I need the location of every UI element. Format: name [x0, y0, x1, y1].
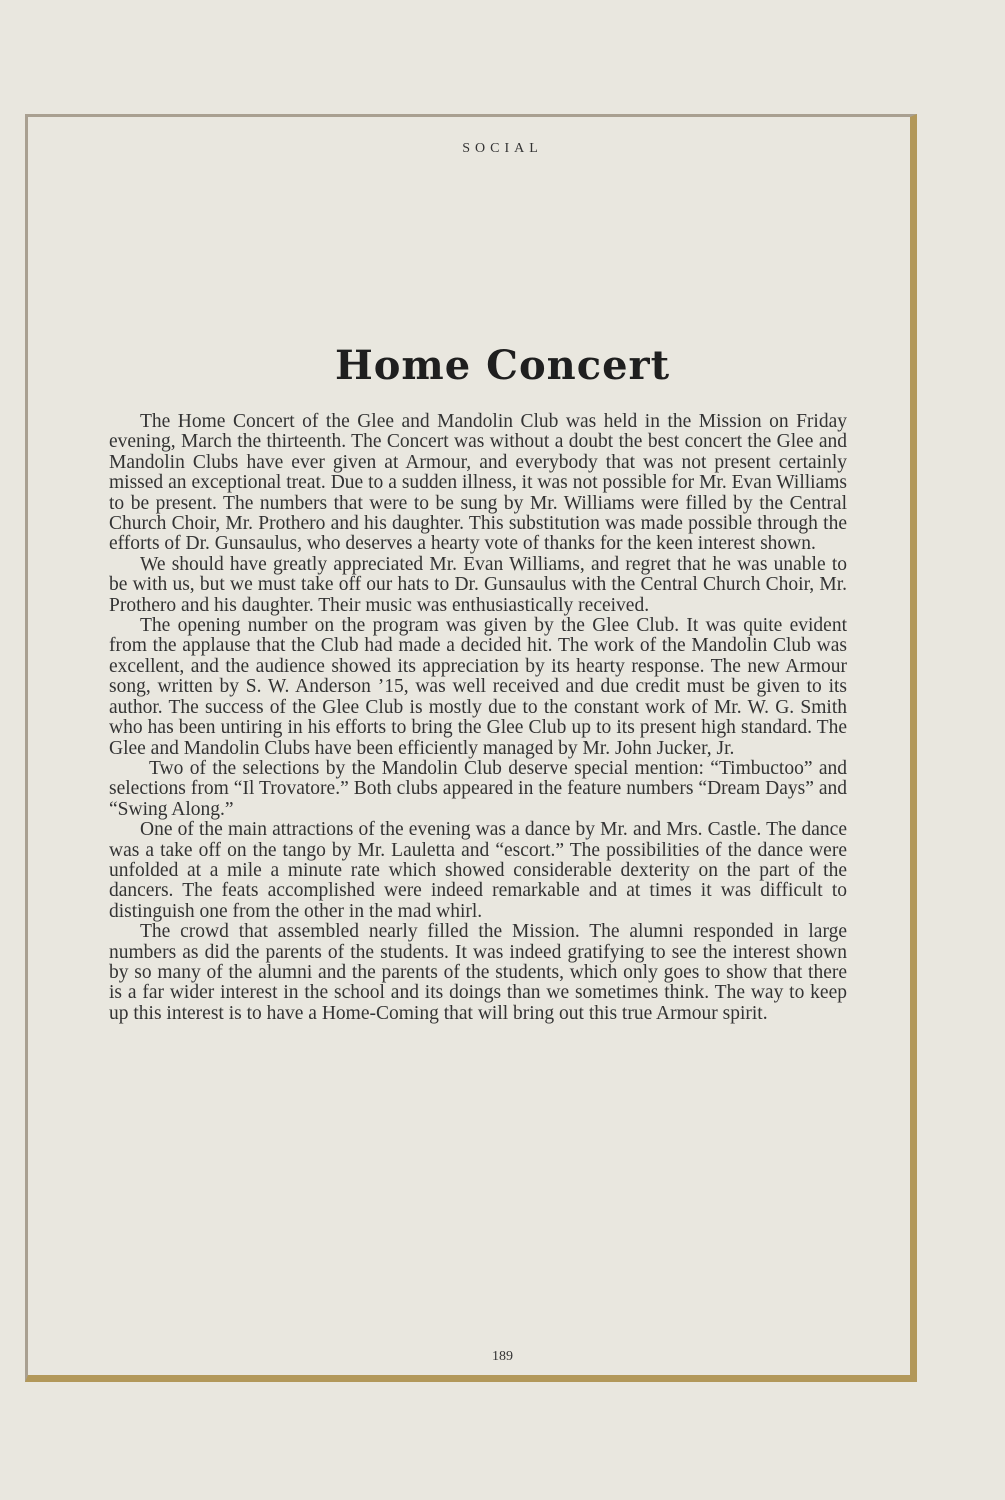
- article-title: Home Concert: [334, 342, 671, 389]
- section-heading: SOCIAL: [462, 141, 543, 156]
- paragraph: The crowd that assembled nearly filled the Mission. The alumni responded in large numbers as did the parents of the students. It was indeed gratifying to see the interest shown by so many of the alumni and the parents of the students, which only goes to show that there is a far wider interest in the school and its doings than we sometimes think. The way to keep up this interest is to have a Home-Coming that will bring out this true Armour spirit.: [109, 921, 847, 1024]
- article-body: [109, 412, 847, 1024]
- paragraph: Two of the selections by the Mandolin Club deserve special mention: “Timbuctoo” and selections from “Il Trovatore.” Both clubs appeared in the feature numbers “Dream Days” and “Swing Along.”: [109, 757, 847, 820]
- paragraph: One of the main attractions of the evening was a dance by Mr. and Mrs. Castle. The dance was a take off on the tango by Mr. Lauletta and “escort.” The possibilities of the dance were unfolded at a mile a minute rate which showed considerable dexterity on the part of the dancers. The feats accomplished were indeed remarkable and at times it was difficult to distinguish one from the other in the mad whirl.: [109, 819, 847, 922]
- paragraph: We should have greatly appreciated Mr. Evan Williams, and regret that he was unable to be with us, but we must take off our hats to Dr. Gunsaulus with the Central Church Choir, Mr. Prothero and his daughter. Their music was enthusiastically received.: [109, 553, 847, 616]
- paragraph: The Home Concert of the Glee and Mandolin Club was held in the Mission on Friday evening, March the thirteenth. The Concert was without a doubt the best concert the Glee and Mandolin Clubs have ever given at Armour, and everybody that was not present certainly missed an exceptional treat. Due to a sudden illness, it was not possible for Mr. Evan Williams to be present. The numbers that were to be sung by Mr. Williams were filled by the Central Church Choir, Mr. Prothero and his daughter. This substitution was made possible through the efforts of Dr. Gunsaulus, who deserves a hearty vote of thanks for the keen interest shown.: [109, 411, 847, 555]
- paragraph: The opening number on the program was given by the Glee Club. It was quite evident from the applause that the Club had made a decided hit. The work of the Mandolin Club was excellent, and the audience showed its appreciation by its hearty response. The new Armour song, written by S. W. Anderson ’15, was well received and due credit must be given to its author. The success of the Glee Club is mostly due to the constant work of Mr. W. G. Smith who has been untiring in his efforts to bring the Glee Club up to its present high standard. The Glee and Mandolin Clubs have been efficiently managed by Mr. John Jucker, Jr.: [109, 615, 847, 759]
- page-number: 189: [492, 1349, 513, 1364]
